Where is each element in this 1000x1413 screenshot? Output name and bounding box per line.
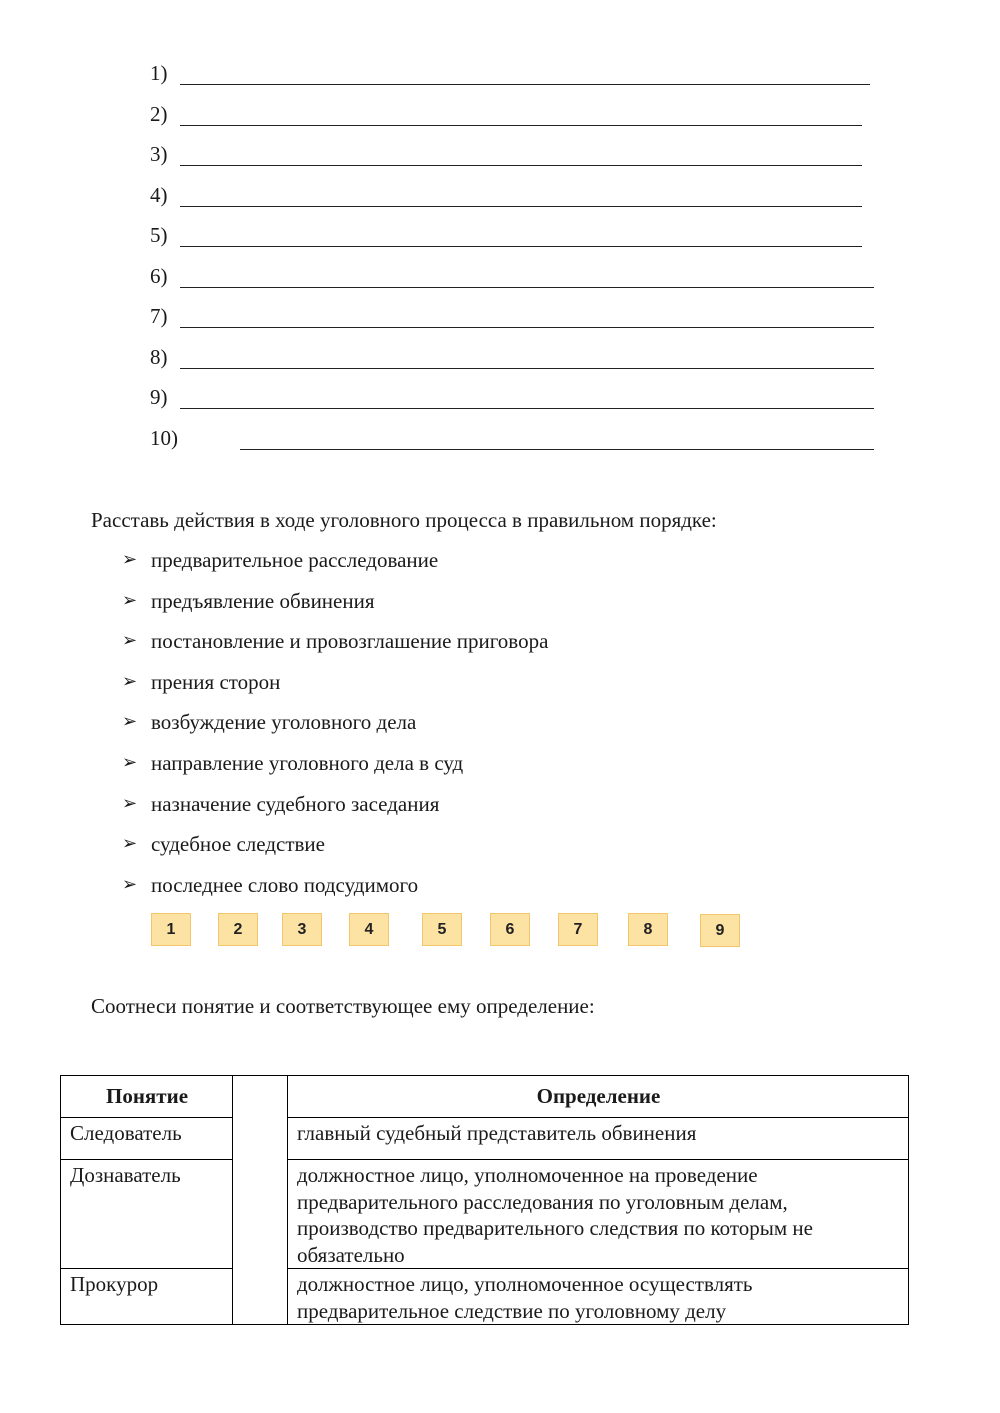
term-cell: Прокурор [61,1269,233,1325]
list-item[interactable] [122,871,548,912]
arrow-bullet-icon: ➢ [122,873,138,895]
list-item-text: предъявление обвинения [151,588,375,613]
number-box-6[interactable]: 6 [490,913,530,946]
answer-number: 3) [150,142,168,166]
answer-number: 2) [150,101,168,126]
list-item-text: назначение судебного заседания [151,791,440,816]
matching-table [60,1075,909,1325]
table-header-row [61,1076,909,1118]
term-header: Понятие [61,1076,233,1118]
answer-blank-line[interactable] [180,287,874,288]
definition-cell: должностное лицо, уполномоченное на проведение предварительного расследования по уголовным делам, производство предварительного следствия по которым не обязательно [288,1160,909,1269]
arrow-bullet-icon: ➢ [122,833,138,855]
number-box-4[interactable]: 4 [349,913,389,946]
definition-header: Определение [288,1076,909,1118]
answer-number: 4) [150,182,168,207]
list-item-text: судебное следствие [151,832,325,857]
list-item[interactable] [122,708,548,749]
order-items-list [122,546,548,911]
answer-column[interactable] [233,1076,288,1325]
answer-row [150,261,880,302]
answer-row [150,382,880,423]
answer-blank-line[interactable] [180,206,862,207]
list-item-text: постановление и провозглашение приговора [151,629,549,654]
arrow-bullet-icon: ➢ [122,630,138,652]
list-item[interactable] [122,668,548,709]
answer-number: 9) [150,385,168,409]
answer-blank-line[interactable] [240,449,874,450]
list-item[interactable] [122,830,548,871]
list-item[interactable] [122,587,548,628]
definition-cell: должностное лицо, уполномоченное осуществлять предварительное следствие по уголовному делу [288,1269,909,1325]
answer-row [150,220,880,261]
number-box-3[interactable]: 3 [282,913,322,946]
number-box-5[interactable]: 5 [422,913,462,946]
answer-row [150,58,880,99]
arrow-bullet-icon: ➢ [122,711,138,733]
arrow-bullet-icon: ➢ [122,792,138,814]
arrow-bullet-icon: ➢ [122,589,138,611]
answer-number: 1) [150,61,168,85]
answer-number: 6) [150,263,168,288]
answer-row [150,342,880,383]
list-item[interactable] [122,627,548,668]
answer-blank-line[interactable] [180,84,870,85]
list-item-text: предварительное расследование [151,548,439,572]
arrow-bullet-icon: ➢ [122,549,138,570]
answer-number: 5) [150,223,168,247]
answer-number: 10) [150,425,178,450]
answer-number: 8) [150,344,168,369]
arrow-bullet-icon: ➢ [122,670,138,692]
list-item-text: последнее слово подсудимого [151,872,419,897]
list-item[interactable] [122,790,548,831]
answer-blank-line[interactable] [180,368,874,369]
match-instruction: Соотнеси понятие и соответствующее ему определение: [91,994,595,1018]
answer-blank-line[interactable] [180,165,862,166]
answer-blank-line[interactable] [180,408,874,409]
answer-row [150,301,880,342]
table-row [61,1269,909,1325]
answer-blank-line[interactable] [180,125,862,126]
list-item[interactable] [122,546,548,587]
answer-lines [150,58,880,463]
definition-cell: главный судебный представитель обвинения [288,1118,909,1160]
list-item-text: прения сторон [151,669,281,694]
answer-row [150,139,880,180]
list-item-text: возбуждение уголовного дела [151,710,417,735]
answer-number: 7) [150,304,168,328]
term-cell: Дознаватель [61,1160,233,1269]
answer-blank-line[interactable] [180,327,874,328]
answer-row [150,180,880,221]
order-instruction: Расставь действия в ходе уголовного процесса в правильном порядке: [91,508,717,532]
number-box-9[interactable]: 9 [700,914,740,947]
list-item[interactable] [122,749,548,790]
table-row [61,1118,909,1160]
term-cell: Следователь [61,1118,233,1160]
arrow-bullet-icon: ➢ [122,751,138,773]
list-item-text: направление уголовного дела в суд [151,750,464,775]
number-box-8[interactable]: 8 [628,913,668,946]
answer-row [150,423,880,464]
answer-blank-line[interactable] [180,246,862,247]
number-box-1[interactable]: 1 [151,913,191,946]
number-box-7[interactable]: 7 [558,913,598,946]
table-row [61,1160,909,1269]
answer-row [150,99,880,140]
number-box-2[interactable]: 2 [218,913,258,946]
